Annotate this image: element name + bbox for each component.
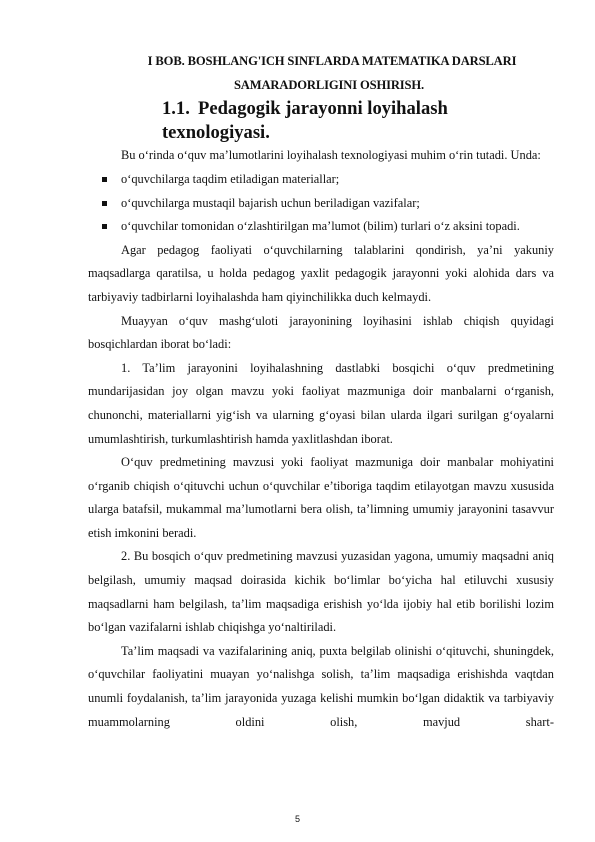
bullet-text: o‘quvchilar tomonidan o‘zlashtirilgan ma’lumot (bilim) turlari o‘z aksini topadi. [121, 219, 520, 234]
paragraph: 1. Ta’lim jarayonini loyihalashning dastlabki bosqichi o‘quv predmetining mundarijasidan joy olgan mavzu yoki faoliyat mazmuniga doir manbalarni o‘rganish, chunonchi, materiallarni yig‘ish va ularning g‘oyasi bilan ularda ilgari surilgan g‘oyalarni umumlashtirish, turkumlashtirish hamda yaxlitlashdan iborat. [88, 360, 554, 446]
square-bullet-icon [102, 201, 107, 206]
bullet-item [88, 168, 554, 192]
bullet-text: o‘quvchilarga taqdim etiladigan materiallar; [121, 171, 340, 186]
chapter-title-line-1: I BOB. BOSHLANG'ICH SINFLARDA MATEMATIKA DARSLARI [147, 54, 517, 68]
page-content [88, 50, 554, 734]
page-number: 5 [294, 814, 300, 824]
paragraph: Agar pedagog faoliyati o‘quvchilarning talablarini qondirish, ya’ni yakuniy maqsadlarga qaratilsa, u holda pedagog yaxlit pedagogik jarayonni yoki alohida dars va tarbiyaviy tadbirlarni loyihalashda ham qiyinchilikka duch kelmaydi. [88, 242, 554, 304]
paragraph: Muayyan o‘quv mashg‘uloti jarayonining loyihasini ishlab chiqish quyidagi bosqichlardan iborat bo‘ladi: [88, 313, 554, 352]
square-bullet-icon [102, 224, 107, 229]
bullet-item [88, 215, 554, 239]
paragraph: 2. Bu bosqich o‘quv predmetining mavzusi yuzasidan yagona, umumiy maqsadni aniq belgilash, umumiy maqsad doirasida kichik bo‘limlar bo‘yicha hal etiluvchi xususiy maqsadlarni ham belgilash, ta’lim maqsadiga erishish yo‘lda ijobiy hal etib borilishi lozim bo‘lgan vazifalarni ishlab chiqishga yo‘naltiriladi. [88, 549, 554, 635]
bullet-item [88, 192, 554, 216]
bullet-text: o‘quvchilarga mustaqil bajarish uchun beriladigan vazifalar; [121, 195, 420, 210]
paragraph: Ta’lim maqsadi va vazifalarining aniq, puxta belgilab olinishi o‘qituvchi, shuningdek, o‘quvchilar faoliyatini muayan yo‘nalishga solish, ta’lim maqsadiga erishishda vaqtdan unumli foydalanish, ta’lim jarayonida yuzaga kelishi mumkin bo‘lgan didaktik va tarbiyaviy muammolarning oldini olish, mavjud shart- [88, 643, 554, 729]
section-title: Pedagogik jarayonni loyihalash texnologiyasi. [162, 98, 448, 143]
chapter-title-line-2: SAMARADORLIGINI OSHIRISH. [233, 77, 425, 92]
bullet-list [88, 168, 554, 239]
paragraph: Bu o‘rinda o‘quv ma’lumotlarini loyihalash texnologiyasi muhim o‘rin tutadi. Unda: [121, 148, 541, 163]
section-number: 1.1. [162, 98, 190, 120]
chapter-title [88, 50, 554, 97]
paragraph: O‘quv predmetining mavzusi yoki faoliyat mazmuniga doir manbalar mohiyatini o‘rganib chiqish o‘qituvchi uchun o‘quvchilar e’tiboriga taqdim etilayotgan mavzu xususida ularga batafsil, mukammal ma’lumotlarni bera olish, ta’limning umumiy jarayonini tasavvur etish imkonini beradi. [88, 455, 554, 540]
section-heading [88, 97, 554, 144]
square-bullet-icon [102, 177, 107, 182]
